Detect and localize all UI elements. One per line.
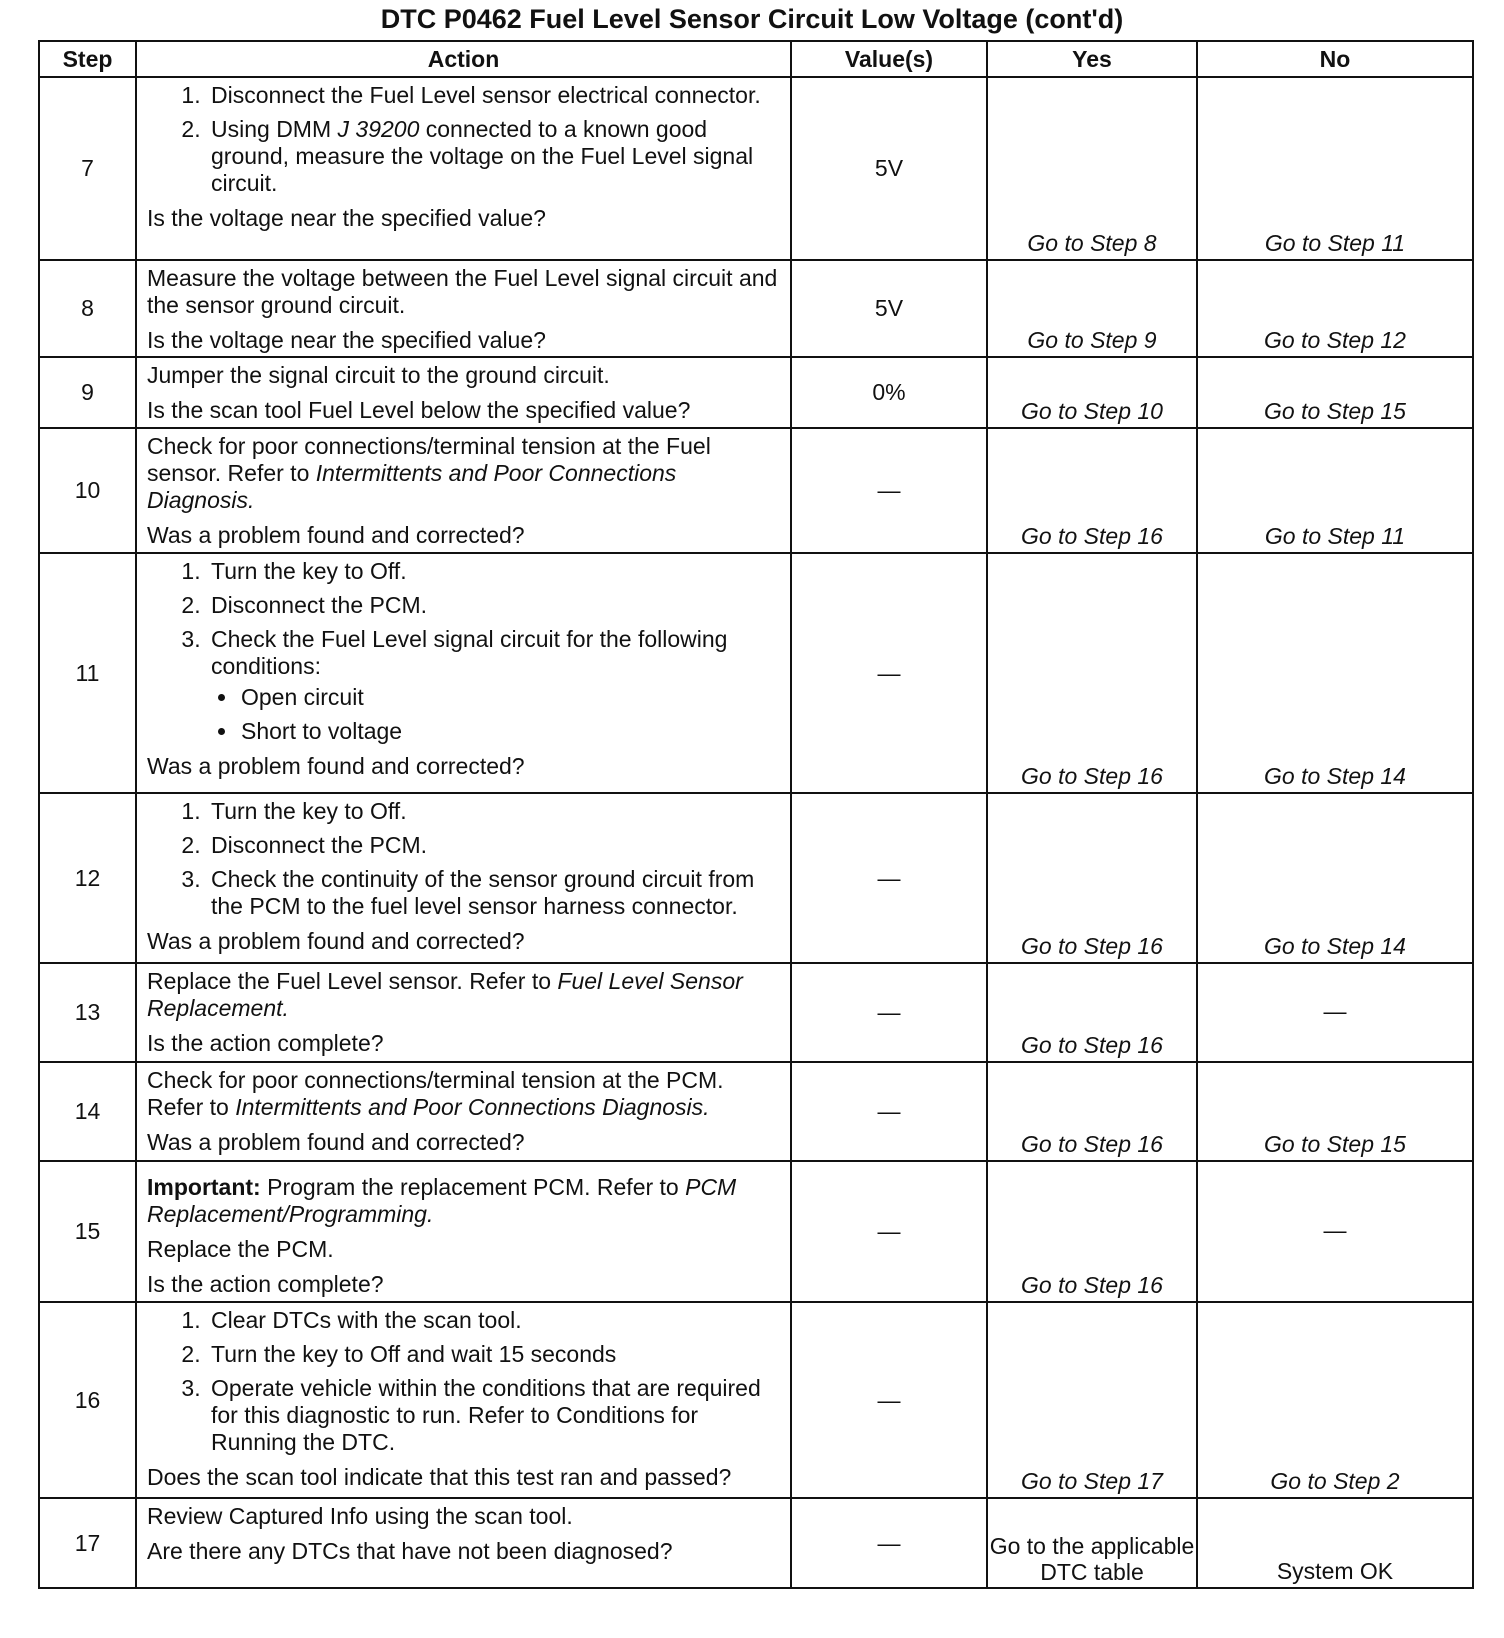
action-question: Is the voltage near the specified value? bbox=[147, 205, 546, 231]
table-row bbox=[39, 1161, 1473, 1302]
action-text-part: Check for poor connections/terminal tension at the Fuel sensor. Refer to bbox=[147, 433, 711, 486]
value-cell: — bbox=[791, 1062, 987, 1161]
step-number: 14 bbox=[39, 1062, 136, 1161]
header-step: Step bbox=[39, 41, 136, 77]
value-cell: — bbox=[791, 1161, 987, 1302]
yes-link[interactable]: Go to the applicable DTC table bbox=[987, 1498, 1197, 1588]
table-row bbox=[39, 260, 1473, 357]
doc-reference: PCM Replacement/Programming. bbox=[147, 1174, 737, 1227]
action-text: Check the Fuel Level signal circuit for the following conditions: bbox=[211, 626, 728, 679]
yes-link[interactable]: Go to Step 16 bbox=[987, 1062, 1197, 1161]
no-link[interactable]: Go to Step 12 bbox=[1197, 260, 1473, 357]
action-cell bbox=[136, 793, 791, 963]
yes-link[interactable]: Go to Step 16 bbox=[987, 553, 1197, 793]
header-no: No bbox=[1197, 41, 1473, 77]
header-values: Value(s) bbox=[791, 41, 987, 77]
table-row bbox=[39, 77, 1473, 260]
action-text: connected to a known good ground, measure the voltage on the Fuel Level signal circuit. bbox=[211, 116, 754, 196]
yes-link[interactable]: Go to Step 17 bbox=[987, 1302, 1197, 1498]
action-text: Using DMM bbox=[211, 116, 338, 142]
action-cell bbox=[136, 260, 791, 357]
action-text bbox=[147, 1174, 782, 1228]
doc-reference: Intermittents and Poor Connections Diagnosis. bbox=[235, 1094, 710, 1120]
no-link[interactable]: Go to Step 11 bbox=[1197, 77, 1473, 260]
step-number: 13 bbox=[39, 963, 136, 1062]
yes-link[interactable]: Go to Step 16 bbox=[987, 428, 1197, 553]
action-list-item: 2. Disconnect the PCM. bbox=[207, 832, 782, 859]
value-cell: 0% bbox=[791, 357, 987, 428]
value-cell: — bbox=[791, 793, 987, 963]
action-list-item: 3. Check the continuity of the sensor ground circuit from the PCM to the fuel level sensor harness connector. bbox=[207, 866, 782, 920]
action-question: Is the action complete? bbox=[147, 1030, 384, 1056]
action-text bbox=[147, 968, 782, 1022]
no-link[interactable]: Go to Step 14 bbox=[1197, 553, 1473, 793]
value-cell: 5V bbox=[791, 260, 987, 357]
step-number: 10 bbox=[39, 428, 136, 553]
action-cell bbox=[136, 553, 791, 793]
no-cell: — bbox=[1197, 963, 1473, 1062]
doc-reference: Fuel Level Sensor Replacement. bbox=[147, 968, 743, 1021]
doc-reference: Intermittents and Poor Connections Diagnosis. bbox=[147, 460, 677, 513]
action-text-part: Replace the Fuel Level sensor. Refer to bbox=[147, 968, 558, 994]
action-list-item: 2. Disconnect the PCM. bbox=[207, 592, 782, 619]
action-list-item: 2. Turn the key to Off and wait 15 seconds bbox=[207, 1341, 782, 1368]
value-cell: — bbox=[791, 428, 987, 553]
yes-link[interactable]: Go to Step 16 bbox=[987, 793, 1197, 963]
table-row bbox=[39, 1062, 1473, 1161]
step-number: 9 bbox=[39, 357, 136, 428]
table-row bbox=[39, 793, 1473, 963]
action-question: Is the action complete? bbox=[147, 1271, 384, 1297]
action-text: Measure the voltage between the Fuel Level signal circuit and the sensor ground circuit. bbox=[147, 265, 778, 318]
yes-link[interactable]: Go to Step 8 bbox=[987, 77, 1197, 260]
value-cell: — bbox=[791, 553, 987, 793]
action-cell bbox=[136, 1498, 791, 1588]
step-number: 11 bbox=[39, 553, 136, 793]
no-cell: System OK bbox=[1197, 1498, 1473, 1588]
action-text: Jumper the signal circuit to the ground circuit. bbox=[147, 362, 610, 388]
condition-bullet: • Short to voltage bbox=[239, 718, 782, 745]
action-question: Was a problem found and corrected? bbox=[147, 522, 525, 548]
yes-link[interactable]: Go to Step 16 bbox=[987, 963, 1197, 1062]
action-list-item: 3. Operate vehicle within the conditions that are required for this diagnostic to run. Refer to Conditions for Running the DTC. bbox=[207, 1375, 782, 1456]
table-row bbox=[39, 428, 1473, 553]
action-cell bbox=[136, 77, 791, 260]
action-question: Are there any DTCs that have not been diagnosed? bbox=[147, 1538, 673, 1564]
no-link[interactable]: Go to Step 2 bbox=[1197, 1302, 1473, 1498]
action-list-item: 1. Clear DTCs with the scan tool. bbox=[207, 1307, 782, 1334]
yes-link[interactable]: Go to Step 9 bbox=[987, 260, 1197, 357]
table-row bbox=[39, 1498, 1473, 1588]
value-cell: 5V bbox=[791, 77, 987, 260]
no-link[interactable]: Go to Step 15 bbox=[1197, 1062, 1473, 1161]
no-cell: — bbox=[1197, 1161, 1473, 1302]
action-text: Review Captured Info using the scan tool. bbox=[147, 1503, 573, 1529]
step-number: 8 bbox=[39, 260, 136, 357]
action-question: Was a problem found and corrected? bbox=[147, 1129, 525, 1155]
step-number: 7 bbox=[39, 77, 136, 260]
diagnostic-table bbox=[38, 40, 1474, 1589]
important-label: Important: bbox=[147, 1174, 261, 1200]
no-link[interactable]: Go to Step 14 bbox=[1197, 793, 1473, 963]
action-text-part: Check for poor connections/terminal tension at the PCM. Refer to bbox=[147, 1067, 724, 1120]
action-cell bbox=[136, 1161, 791, 1302]
action-question: Is the scan tool Fuel Level below the specified value? bbox=[147, 397, 691, 423]
action-question: Does the scan tool indicate that this test ran and passed? bbox=[147, 1464, 732, 1490]
header-action: Action bbox=[136, 41, 791, 77]
table-row bbox=[39, 963, 1473, 1062]
step-number: 12 bbox=[39, 793, 136, 963]
action-list-item: 1. Turn the key to Off. bbox=[207, 798, 782, 825]
action-question: Was a problem found and corrected? bbox=[147, 753, 525, 779]
header-row bbox=[39, 41, 1473, 77]
value-cell: — bbox=[791, 1302, 987, 1498]
action-list-item bbox=[207, 116, 782, 197]
step-number: 16 bbox=[39, 1302, 136, 1498]
action-text bbox=[147, 1067, 782, 1121]
no-link[interactable]: Go to Step 15 bbox=[1197, 357, 1473, 428]
table-row bbox=[39, 553, 1473, 793]
page-title: DTC P0462 Fuel Level Sensor Circuit Low Voltage (cont'd) bbox=[380, 4, 1124, 34]
action-cell bbox=[136, 963, 791, 1062]
action-list-item: 1. Turn the key to Off. bbox=[207, 558, 782, 585]
action-cell bbox=[136, 357, 791, 428]
action-list-item bbox=[207, 626, 782, 745]
table-row bbox=[39, 1302, 1473, 1498]
action-question: Is the voltage near the specified value? bbox=[147, 327, 546, 353]
yes-link[interactable]: Go to Step 10 bbox=[987, 357, 1197, 428]
condition-bullet: • Open circuit bbox=[239, 684, 782, 711]
action-text bbox=[147, 433, 782, 514]
tool-reference: J 39200 bbox=[337, 116, 420, 142]
action-cell bbox=[136, 428, 791, 553]
value-cell: — bbox=[791, 963, 987, 1062]
action-cell bbox=[136, 1302, 791, 1498]
step-number: 17 bbox=[39, 1498, 136, 1588]
action-list-item: 1. Disconnect the Fuel Level sensor electrical connector. bbox=[207, 82, 782, 109]
action-cell bbox=[136, 1062, 791, 1161]
action-text-part: Program the replacement PCM. Refer to bbox=[260, 1174, 686, 1200]
step-number: 15 bbox=[39, 1161, 136, 1302]
action-text: Replace the PCM. bbox=[147, 1236, 334, 1262]
yes-link[interactable]: Go to Step 16 bbox=[987, 1161, 1197, 1302]
value-cell: — bbox=[791, 1498, 987, 1588]
header-yes: Yes bbox=[987, 41, 1197, 77]
no-link[interactable]: Go to Step 11 bbox=[1197, 428, 1473, 553]
action-question: Was a problem found and corrected? bbox=[147, 928, 525, 954]
table-row bbox=[39, 357, 1473, 428]
